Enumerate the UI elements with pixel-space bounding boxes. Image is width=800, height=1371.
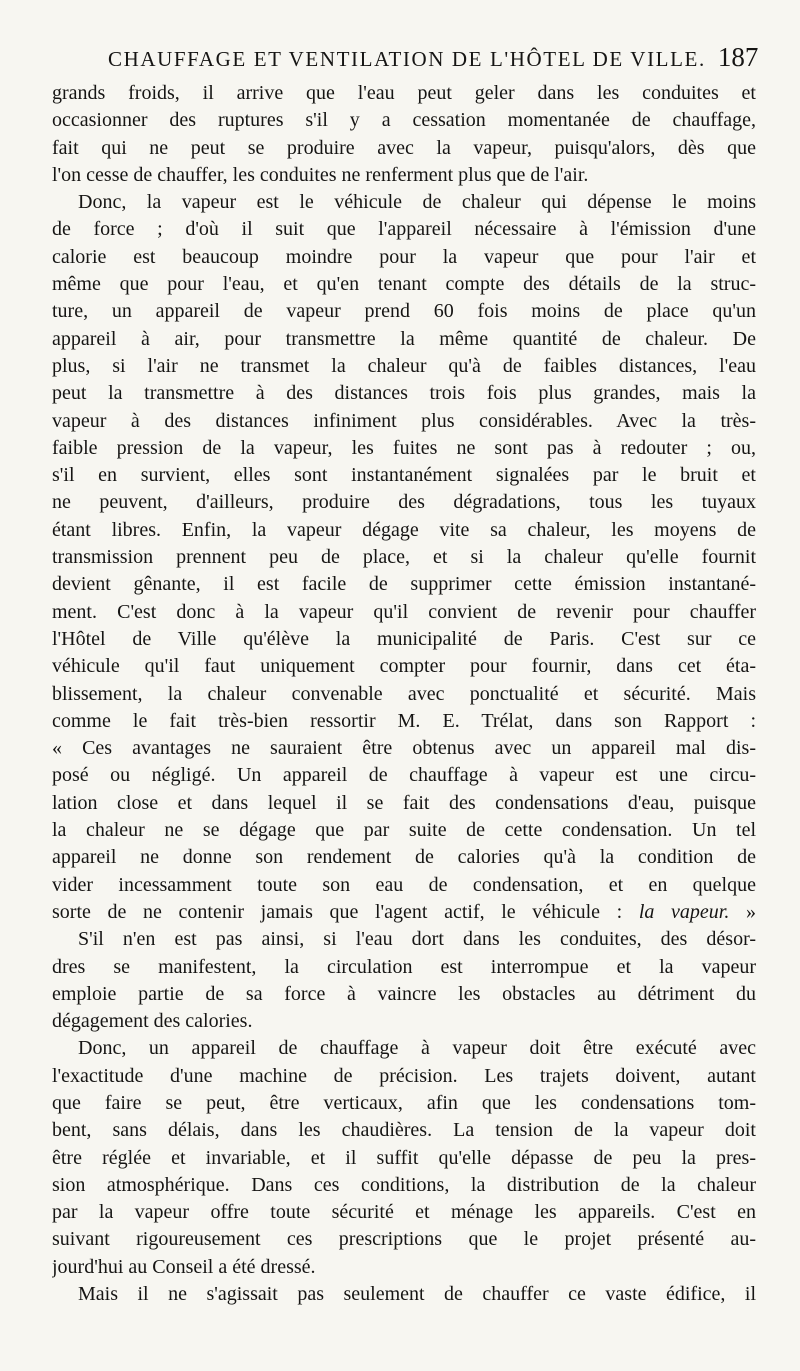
line-text: même que pour l'eau, et qu'en tenant compte des détails de la struc- [52, 273, 756, 296]
text-line [52, 244, 756, 271]
line-text: ne peuvent, d'ailleurs, produire des dégradations, tous les tuyaux [52, 491, 756, 514]
line-text: s'il en survient, elles sont instantanément signalées par le bruit et [52, 464, 756, 487]
line-text: peut la transmettre à des distances trois fois plus grandes, mais la [52, 382, 756, 405]
line-text: calorie est beaucoup moindre pour la vapeur que pour l'air et [52, 245, 756, 268]
line-text: ture, un appareil de vapeur prend 60 fois moins de place qu'un [52, 300, 756, 323]
text-line [52, 681, 756, 708]
line-text: de force ; d'où il suit que l'appareil nécessaire à l'émission d'une [52, 218, 756, 241]
line-text: Donc, un appareil de chauffage à vapeur doit être exécuté avec [78, 1037, 756, 1060]
text-line [52, 899, 756, 926]
text-line [52, 162, 756, 189]
text-line [52, 135, 756, 162]
line-text: blissement, la chaleur convenable avec ponctualité et sécurité. Mais [52, 682, 756, 705]
line-text: la chaleur ne se dégage que par suite de cette condensation. Un tel [52, 819, 756, 842]
line-text: emploie partie de sa force à vaincre les obstacles au détriment du [52, 982, 756, 1005]
text-line [52, 1199, 756, 1226]
text-line [52, 926, 756, 953]
page-number: 187 [717, 42, 759, 72]
line-text: l'Hôtel de Ville qu'élève la municipalité de Paris. C'est sur ce [52, 627, 756, 650]
line-text: par la vapeur offre toute sécurité et ménage les appareils. C'est en [52, 1201, 756, 1224]
line-text: comme le fait très-bien ressortir M. E. Trélat, dans son Rapport : [52, 709, 756, 732]
line-text: appareil à air, pour transmettre la même quantité de chaleur. De [52, 327, 756, 350]
line-text: Donc, la vapeur est le véhicule de chaleur qui dépense le moins [78, 191, 756, 214]
line-text: étant libres. Enfin, la vapeur dégage vite sa chaleur, les moyens de [52, 518, 756, 541]
body-text [52, 80, 756, 1308]
line-text: vider incessamment toute son eau de condensation, et en quelque [52, 873, 756, 896]
text-line [52, 1172, 756, 1199]
line-text: l'on cesse de chauffer, les conduites ne renferment plus que de l'air. [52, 163, 589, 186]
text-line [52, 790, 756, 817]
running-title: CHAUFFAGE ET VENTILATION DE L'HÔTEL DE VILLE. [108, 47, 706, 71]
text-line [52, 462, 756, 489]
text-line [52, 571, 756, 598]
text-line [52, 599, 756, 626]
line-text: Mais il ne s'agissait pas seulement de chauffer ce vaste édifice, il [78, 1283, 756, 1306]
text-line [52, 626, 756, 653]
line-text: appareil ne donne son rendement de calories qu'à la condition de [52, 846, 756, 869]
text-line [52, 1226, 756, 1253]
line-text: devient gênante, il est facile de supprimer cette émission instantané- [52, 573, 756, 596]
text-line [52, 981, 756, 1008]
text-line [52, 1281, 756, 1308]
text-line [52, 1254, 756, 1281]
text-line [52, 1090, 756, 1117]
text-line [52, 107, 756, 134]
line-closing-quote: » [729, 900, 756, 923]
line-text: grands froids, il arrive que l'eau peut geler dans les conduites et [52, 82, 756, 104]
line-text: fait qui ne peut se produire avec la vapeur, puisqu'alors, dès que [52, 136, 756, 159]
text-line [52, 435, 756, 462]
text-line [52, 189, 756, 216]
text-line [52, 216, 756, 243]
text-line [52, 1117, 756, 1144]
text-line [52, 872, 756, 899]
text-line [52, 1063, 756, 1090]
text-line [52, 1008, 756, 1035]
text-line [52, 1145, 756, 1172]
line-text: faible pression de la vapeur, les fuites ne sont pas à redouter ; ou, [52, 436, 756, 459]
line-italic-text: la vapeur. [638, 900, 730, 923]
text-line [52, 844, 756, 871]
line-text: véhicule qu'il faut uniquement compter pour fournir, dans cet éta- [52, 655, 756, 678]
text-line [52, 271, 756, 298]
line-text: lation close et dans lequel il se fait des condensations d'eau, puisque [52, 791, 756, 814]
line-text: suivant rigoureusement ces prescriptions que le projet présenté au- [52, 1228, 756, 1251]
text-line [52, 489, 756, 516]
line-text: dégagement des calories. [52, 1010, 253, 1033]
line-text: sion atmosphérique. Dans ces conditions, la distribution de la chaleur [52, 1173, 756, 1196]
text-line [52, 517, 756, 544]
text-line [52, 298, 756, 325]
line-text: jourd'hui au Conseil a été dressé. [52, 1255, 316, 1278]
line-text: ment. C'est donc à la vapeur qu'il convient de revenir pour chauffer [52, 600, 756, 623]
line-text: S'il n'en est pas ainsi, si l'eau dort dans les conduites, des désor- [78, 928, 756, 951]
text-line [52, 80, 756, 107]
text-line [52, 1035, 756, 1062]
line-text: vapeur à des distances infiniment plus considérables. Avec la très- [52, 409, 756, 432]
line-text: « Ces avantages ne sauraient être obtenus avec un appareil mal dis- [52, 737, 756, 760]
line-text: plus, si l'air ne transmet la chaleur qu'à de faibles distances, l'eau [52, 354, 756, 377]
text-line [52, 708, 756, 735]
line-text: occasionner des ruptures s'il y a cessation momentanée de chauffage, [52, 109, 756, 132]
line-text: bent, sans délais, dans les chaudières. La tension de la vapeur doit [52, 1119, 756, 1142]
line-text: l'exactitude d'une machine de précision. Les trajets doivent, autant [52, 1064, 756, 1087]
line-text: posé ou négligé. Un appareil de chauffage à vapeur est une circu- [52, 764, 756, 787]
text-line [52, 653, 756, 680]
line-text: transmission prennent peu de place, et si la chaleur qu'elle fournit [52, 546, 756, 569]
line-text: sorte de ne contenir jamais que l'agent actif, le véhicule : [52, 900, 623, 923]
line-text: être réglée et invariable, et il suffit qu'elle dépasse de peu la pres- [52, 1146, 756, 1169]
text-line [52, 762, 756, 789]
text-line [52, 408, 756, 435]
page-header [108, 42, 759, 78]
line-text: que faire se peut, être verticaux, afin que les condensations tom- [52, 1091, 756, 1114]
text-line [52, 380, 756, 407]
line-text: dres se manifestent, la circulation est interrompue et la vapeur [52, 955, 756, 978]
text-line [52, 954, 756, 981]
text-line [52, 735, 756, 762]
text-line [52, 544, 756, 571]
text-line [52, 353, 756, 380]
text-line [52, 817, 756, 844]
text-line [52, 326, 756, 353]
